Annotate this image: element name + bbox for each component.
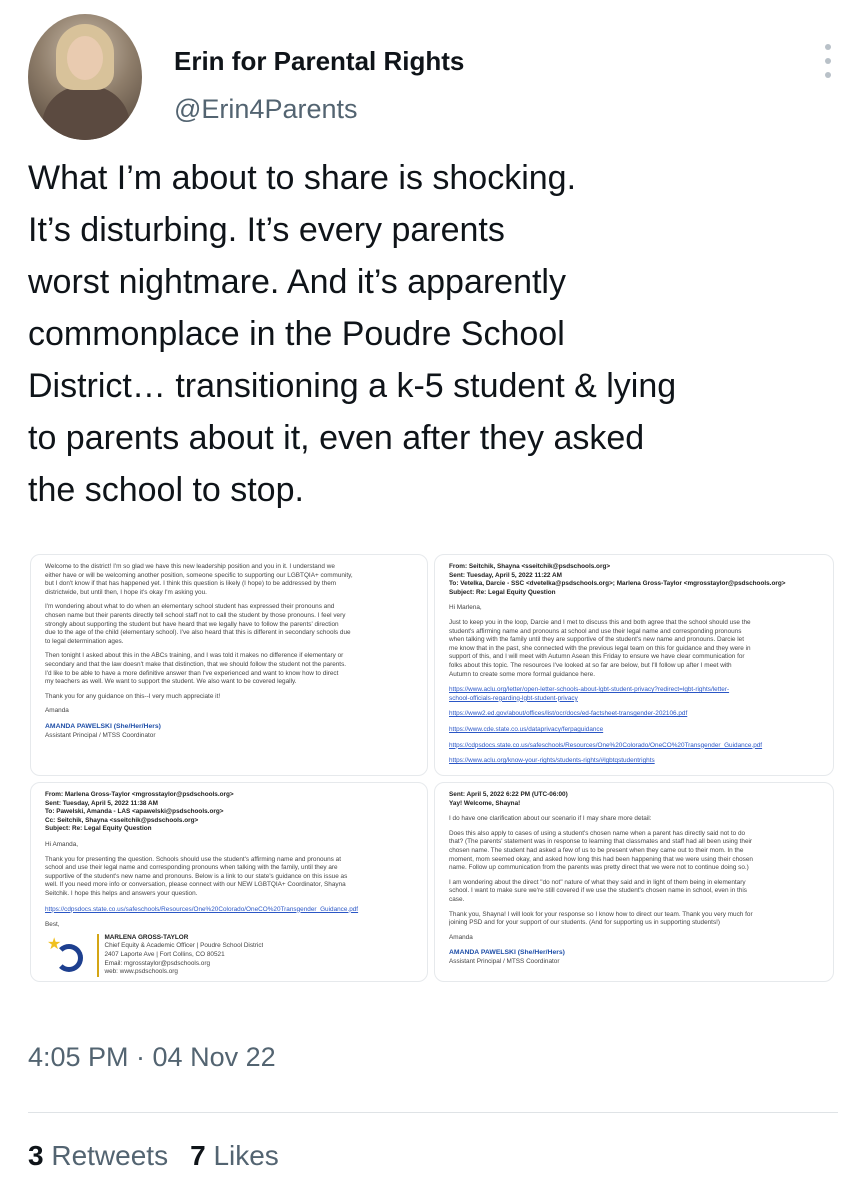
email-text-line: Autumn to create some more formal guidance here. xyxy=(449,670,595,678)
tweet-text-line: It’s disturbing. It’s every parents xyxy=(28,211,505,249)
retweets-count: 3 xyxy=(28,1140,44,1171)
retweets-stat[interactable] xyxy=(28,1140,168,1171)
email-text-line: well. If you need more info or conversation, please connect with our NEW LGBTQIA+ Coordinator, Shayna xyxy=(45,881,346,889)
email-text-line: secondary and that the law doesn't make that distinction, that we should follow the student not the parents. xyxy=(45,660,347,668)
email-text-line: Thank you for presenting the question. Schools should use the student's affirming name and pronouns at xyxy=(45,855,341,863)
email-text-line: Hi Marlena, xyxy=(449,604,482,612)
email-text-line: support of this, and I will meet with Autumn Asean this Friday to ensure we have clear communication for xyxy=(449,653,745,661)
email-text-line: I'd like to be able to have a more definitive answer than I've experienced and want to know how to direct xyxy=(45,669,339,677)
email-text-line: case. xyxy=(449,895,465,903)
divider xyxy=(28,1112,838,1113)
email-link: https://www.aclu.org/letter/open-letter-schools-about-lgbt-student-privacy?redirect=lgbt-rights/letter- xyxy=(449,686,730,694)
email-text-line: school. I want to make sure we're still covered if we use the student's chosen name in school, even in this xyxy=(449,887,747,895)
email-text-line: Then tonight I asked about this in the ABCs training, and I was told it makes no difference if elementary or xyxy=(45,652,344,660)
tweet-text-line: What I’m about to share is shocking. xyxy=(28,159,577,197)
email-signature-title: Assistant Principal / MTSS Coordinator xyxy=(449,957,560,965)
media-grid xyxy=(30,554,834,982)
email-text-line: me know that in the past, she connected with the previous legal team on this for guidance and they were in xyxy=(449,644,751,652)
likes-label: Likes xyxy=(213,1140,279,1171)
tweet-text-line: to parents about it, even after they asked xyxy=(28,419,645,457)
signature-name: MARLENA GROSS-TAYLOR xyxy=(104,933,189,941)
tweet-text-line: commonplace in the Poudre School xyxy=(28,315,565,353)
email-text-line: Just to keep you in the loop, Darcie and I met to discuss this and both agree that the school should use the xyxy=(449,618,751,626)
email-text-line: but I don't know if that has happened yet. I think this question is likely (I hope) to be addressed by them xyxy=(45,580,337,588)
email-link: https://www.cde.state.co.us/dataprivacy/ferpaguidance xyxy=(449,725,604,733)
avatar[interactable] xyxy=(28,14,142,140)
email-text-line: To: Pawelski, Amanda - LAS <apawelski@psdschools.org> xyxy=(45,808,224,816)
email-text-line: folks about this topic. The resources I've looked at so far are below, but I'll follow up after I meet with xyxy=(449,661,732,669)
email-text-line: either have or will be welcoming another position, someone specific to supporting our LGBTQIA+ community, xyxy=(45,571,353,579)
email-text-line: Amanda xyxy=(45,707,69,715)
signature-address: 2407 Laporte Ave | Fort Collins, CO 80521 xyxy=(104,950,225,958)
email-text-line: strongly about supporting the student but have heard that we legally have to follow the parents' direction xyxy=(45,620,339,628)
email-text-line: Cc: Seitchik, Shayna <sseitchik@psdschools.org> xyxy=(45,816,199,824)
email-text-line: Sent: April 5, 2022 6:22 PM (UTC-06:00) xyxy=(449,791,568,798)
email-signature-name: AMANDA PAWELSKI (She/Her/Hers) xyxy=(449,949,565,957)
email-text-line: supportive of the student's new name and pronouns. Below is a link to our state's guidance on this issue as xyxy=(45,872,348,880)
tweet-text-line: the school to stop. xyxy=(28,471,304,509)
email-screenshot-3[interactable] xyxy=(30,782,428,982)
email-text-line: Subject: Re: Legal Equity Question xyxy=(45,825,152,833)
engagement-stats xyxy=(28,1140,279,1172)
signature-web: web: www.psdschools.org xyxy=(104,968,178,976)
email-text-line: districtwide, but until then, I hope it's okay I'm asking you. xyxy=(45,588,207,596)
star-icon: ★ xyxy=(47,935,62,953)
email-screenshot-2[interactable] xyxy=(434,554,834,776)
school-district-logo xyxy=(45,934,85,974)
tweet-text-line: District… transitioning a k-5 student & lying xyxy=(28,367,677,405)
signature-title: Chief Equity & Academic Officer | Poudre School District xyxy=(104,942,264,950)
email-text-line: due to the age of the child (elementary school). I've also heard that this is different in secondary schools due xyxy=(45,629,351,637)
swoosh-icon xyxy=(55,944,83,972)
likes-count: 7 xyxy=(190,1140,206,1171)
email-screenshot-4[interactable] xyxy=(434,782,834,982)
email-text-line: Seitchik. I hope this helps and answers your question. xyxy=(45,889,198,897)
email-text-line: From: Marlena Gross-Taylor <mgrosstaylor@psdschools.org> xyxy=(45,791,234,798)
email-text-line: when talking with the family until they are supportive of the student's new name and pronouns. Darcie let xyxy=(449,636,744,644)
email-text-line: Sent: Tuesday, April 5, 2022 11:38 AM xyxy=(45,799,158,807)
email-link: https://www2.ed.gov/about/offices/list/ocr/docs/ed-factsheet-transgender-202106.pdf xyxy=(449,710,688,718)
email-text-line: that? (The parents' statement was in response to learning that classmates and staff had all been using their xyxy=(449,838,753,846)
email-link: school-officials-regarding-lgbt-student-privacy xyxy=(449,694,578,702)
email-text-line: school and use their legal name and corresponding pronouns when talking with the family, until they are xyxy=(45,864,338,872)
tweet-timestamp[interactable]: 4:05 PM · 04 Nov 22 xyxy=(28,1042,276,1072)
email-text-line: joining PSD and for your support of our students. (And for supporting us in supporting students!) xyxy=(449,919,721,927)
email-text-line: name. Follow up communication from the parents was pretty direct that we were not to continue doing so.) xyxy=(449,864,749,872)
email-text-line: Does this also apply to cases of using a student's chosen name when a parent has directly said not to do xyxy=(449,829,746,837)
email-text-line: Hi Amanda, xyxy=(45,840,79,848)
tweet-text xyxy=(28,152,828,516)
email-text-line: Amanda xyxy=(449,933,473,941)
email-closing: Best, xyxy=(45,921,60,929)
email-text-line: From: Seitchik, Shayna <sseitchik@psdschools.org> xyxy=(449,563,611,570)
email-text-line: I'm wondering about what to do when an elementary school student has expressed their pronouns and xyxy=(45,603,335,611)
email-text-line: I am wondering about the direct "do not" nature of what they said and in light of them being in elementary xyxy=(449,878,746,886)
email-text-line: Welcome to the district! I'm so glad we have this new leadership position and you in it. I understand we xyxy=(45,563,335,570)
email-link: https://www.aclu.org/know-your-rights/students-rights/#lgbtqstudentrights xyxy=(449,757,655,765)
author-name[interactable]: Erin for Parental Rights xyxy=(174,46,465,76)
email-signature-title: Assistant Principal / MTSS Coordinator xyxy=(45,731,156,739)
email-link: https://cdpsdocs.state.co.us/safeschools/Resources/One%20Colorado/OneCO%20Transgender_Guidance.pdf xyxy=(449,741,763,749)
retweets-label: Retweets xyxy=(51,1140,169,1171)
email-text-line: moment, mom seemed okay, and asked how long this had been happening that we were using their chosen xyxy=(449,855,753,863)
email-text-line: Thank you, Shayna! I will look for your response so I know how to direct our team. Thank you very much for xyxy=(449,910,753,918)
email-text-line: Subject: Re: Legal Equity Question xyxy=(449,588,556,596)
email-text-line: chosen name but their parents directly tell school staff not to call the student by those pronouns. I feel very xyxy=(45,611,346,619)
email-text-line: chosen name. The student had asked a few of us to be present when they came out to their mom. In the xyxy=(449,846,744,854)
signature-email: Email: mgrosstaylor@psdschools.org xyxy=(104,959,211,967)
email-text-line: to legal determination ages. xyxy=(45,637,124,645)
email-signature-name: AMANDA PAWELSKI (She/Her/Hers) xyxy=(45,722,161,730)
tweet-header xyxy=(28,14,838,144)
email-text-line: Thank you for any guidance on this--I very much appreciate it! xyxy=(45,692,221,700)
email-screenshot-1[interactable] xyxy=(30,554,428,776)
avatar-body-shape xyxy=(42,86,130,140)
email-text-line: Yay! Welcome, Shayna! xyxy=(449,799,521,807)
likes-stat[interactable] xyxy=(190,1140,279,1171)
email-text-line: Sent: Tuesday, April 5, 2022 11:22 AM xyxy=(449,571,562,579)
more-options-icon[interactable] xyxy=(822,44,834,88)
email-link: https://cdpsdocs.state.co.us/safeschools/Resources/One%20Colorado/OneCO%20Transgender_Guidance.pdf xyxy=(45,905,359,913)
tweet-text-line: worst nightmare. And it’s apparently xyxy=(28,263,566,301)
email-text-line: To: Vetelka, Darcie - SSC <dvetelka@psdschools.org>; Marlena Gross-Taylor <mgrosstaylor@psdschools.org> xyxy=(449,580,786,588)
author-handle[interactable]: @Erin4Parents xyxy=(174,94,358,124)
email-text-line: my teachers as well. We want to support the student. We also want to be covered legally. xyxy=(45,678,297,686)
email-signature-block xyxy=(97,934,263,977)
avatar-face-shape xyxy=(67,36,103,80)
email-text-line: I do have one clarification about our scenario if I may share more detail: xyxy=(449,815,652,823)
email-text-line: student's affirming name and pronouns at school and use their legal name and corresponding pronouns xyxy=(449,627,742,635)
